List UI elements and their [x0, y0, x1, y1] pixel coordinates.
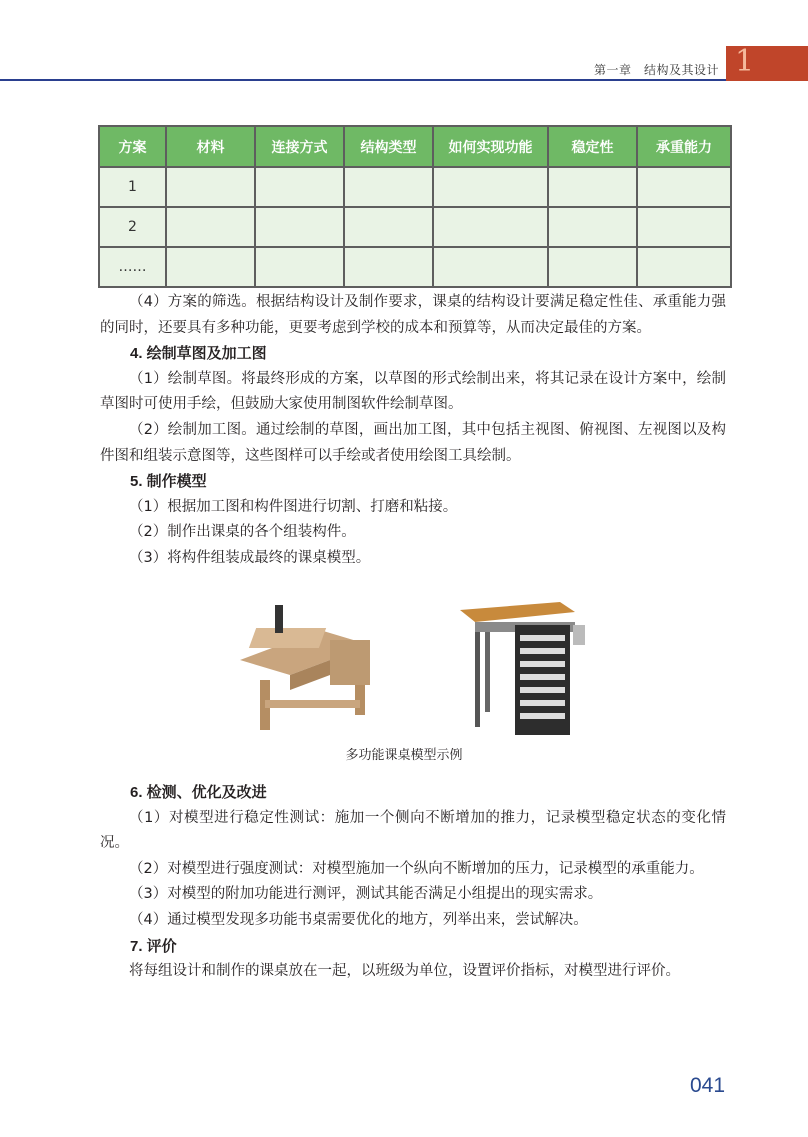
paragraph: （4）通过模型发现多功能书桌需要优化的地方，列举出来，尝试解决。 — [129, 911, 588, 928]
heading: 4. 绘制草图及加工图 — [130, 345, 267, 363]
row-label: 1 — [99, 167, 166, 207]
paragraph: 将每组设计和制作的课桌放在一起，以班级为单位，设置评价指标，对模型进行评价。 — [129, 963, 680, 980]
design-table — [98, 125, 732, 288]
col-header: 材料 — [166, 126, 255, 167]
table-header-row — [99, 126, 731, 167]
section-text-2 — [100, 780, 726, 985]
paragraph: （1）根据加工图和构件图进行切割、打磨和粘接。 — [129, 498, 458, 515]
metal-desk-image — [460, 602, 585, 735]
col-header: 如何实现功能 — [433, 126, 548, 167]
heading: 7. 评价 — [130, 937, 177, 955]
table-row — [99, 247, 731, 287]
figure-caption: 多功能课桌模型示例 — [345, 748, 463, 763]
paragraph: （2）对模型进行强度测试：对模型施加一个纵向不断增加的压力，记录模型的承重能力。 — [129, 860, 704, 877]
row-label: 2 — [99, 207, 166, 247]
paragraph: （1）绘制草图。将最终形成的方案，以草图的形式绘制出来，将其记录在设计方案中，绘制草图时可使用手绘，但鼓励大家使用制图软件绘制草图。 — [100, 370, 726, 413]
paragraph: （2）绘制加工图。通过绘制的草图，画出加工图，其中包括主视图、俯视图、左视图以及构件图和组装示意图等，这些图样可以手绘或者使用绘图工具绘制。 — [100, 421, 726, 464]
paragraph: （2）制作出课桌的各个组装构件。 — [129, 524, 356, 541]
col-header: 稳定性 — [548, 126, 637, 167]
col-header: 方案 — [99, 126, 166, 167]
chapter-header: 第一章 结构及其设计 — [594, 63, 720, 77]
row-label: …… — [99, 247, 166, 287]
heading: 6. 检测、优化及改进 — [130, 784, 267, 801]
table-row — [99, 167, 731, 207]
col-header: 连接方式 — [255, 126, 344, 167]
desk-model-photos — [230, 590, 590, 740]
table-row — [99, 207, 731, 247]
heading: 5. 制作模型 — [130, 473, 207, 491]
paragraph: （3）对模型的附加功能进行测评，测试其能否满足小组提出的现实需求。 — [129, 886, 603, 903]
cardboard-desk-image — [240, 605, 370, 730]
paragraph: （3）将构件组装成最终的课桌模型。 — [129, 549, 371, 566]
paragraph: （4）方案的筛选。根据结构设计及制作要求，课桌的结构设计要满足稳定性佳、承重能力强的同时，还要具有多种功能，更要考虑到学校的成本和预算等，从而决定最佳的方案。 — [100, 294, 726, 336]
header-rule — [0, 79, 726, 81]
page-number: 041 — [690, 1074, 726, 1097]
paragraph: （1）对模型进行稳定性测试：施加一个侧向不断增加的推力，记录模型稳定状态的变化情况。 — [100, 809, 726, 852]
col-header: 结构类型 — [344, 126, 433, 167]
section-text — [100, 290, 726, 572]
chapter-number: 1 — [735, 44, 755, 79]
col-header: 承重能力 — [637, 126, 731, 167]
